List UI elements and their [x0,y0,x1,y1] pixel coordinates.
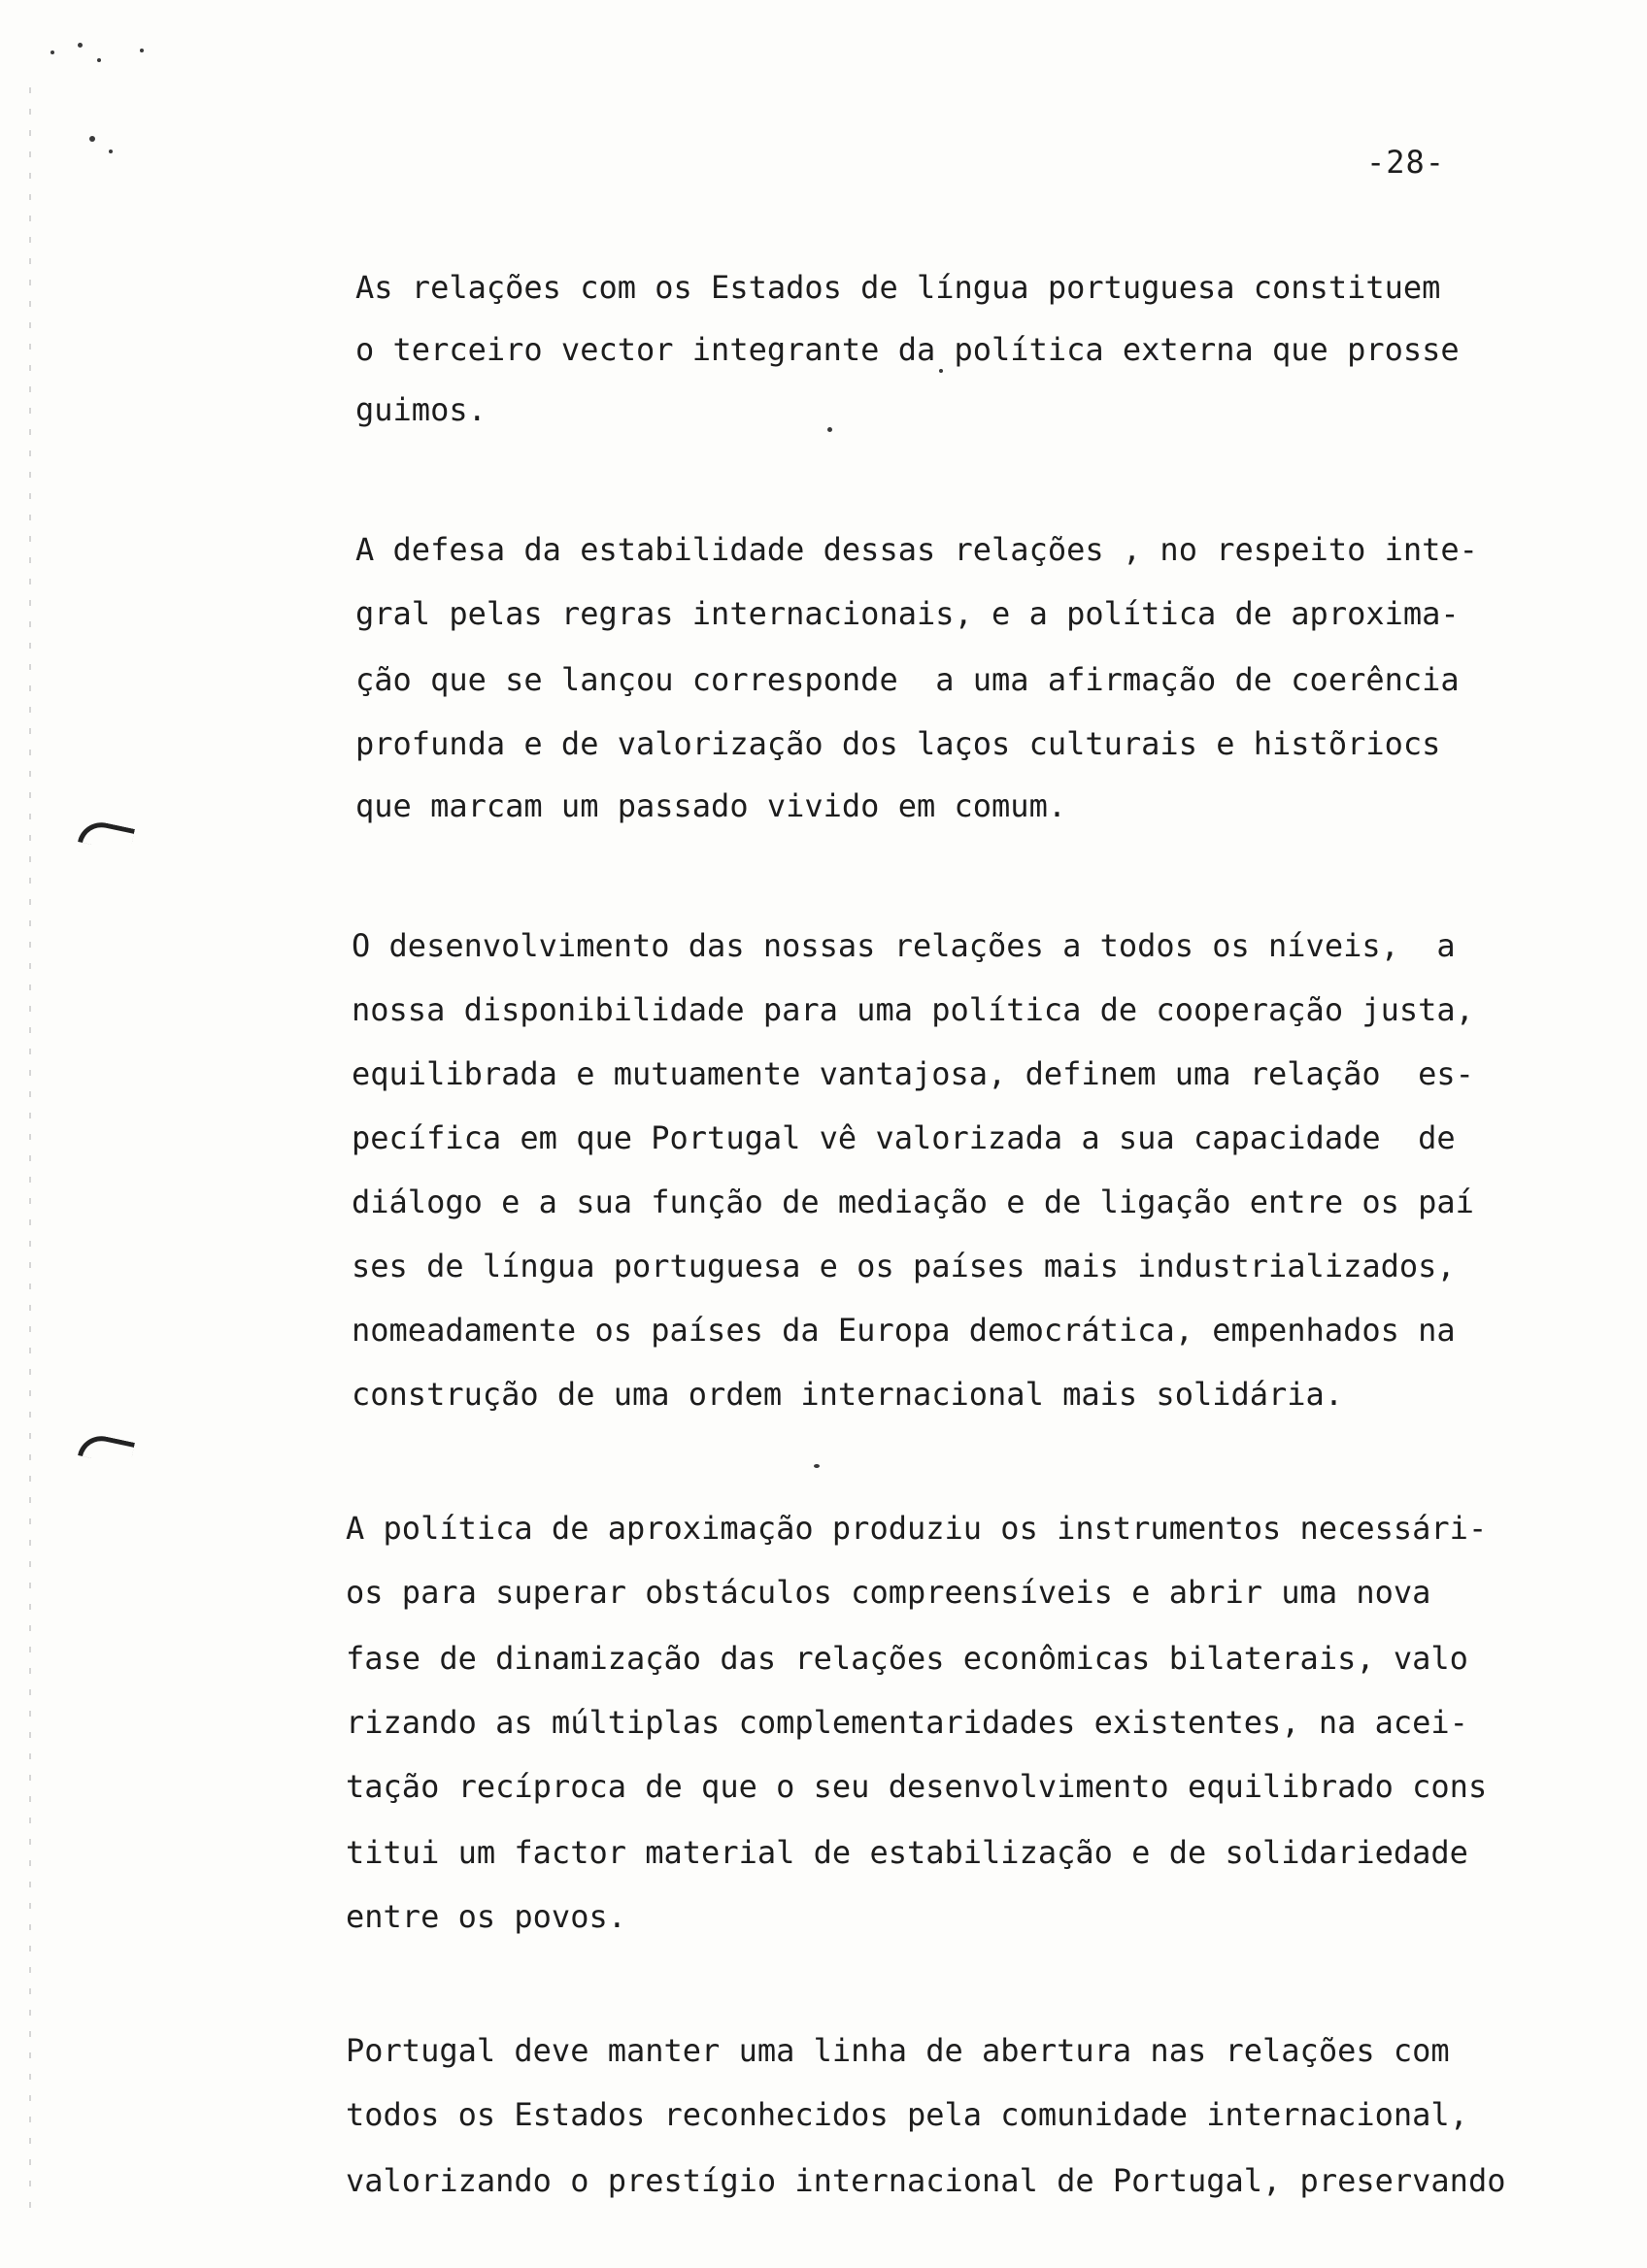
scan-speck [89,136,95,142]
text-line: que marcam um passado vivido em comum. [355,787,1067,824]
scan-speck [109,150,113,153]
punch-hole-mark [78,818,135,853]
text-line: A defesa da estabilidade dessas relações , no respeito inte- [355,531,1478,568]
text-line: gral pelas regras internacionais, e a política de aproxima- [355,595,1460,632]
punch-hole-mark [78,1432,135,1467]
text-line: diálogo e a sua função de mediação e de ligação entre os paí [352,1184,1474,1220]
text-line: nossa disponibilidade para uma política de cooperação justa, [352,991,1474,1028]
text-line: O desenvolvimento das nossas relações a todos os níveis, a [352,927,1456,964]
left-margin-rule [29,87,31,2223]
text-line: guimos. [355,391,487,428]
text-line: ses de língua portuguesa e os países mais industrializados, [352,1248,1456,1284]
text-line: As relações com os Estados de língua portuguesa constituem [355,269,1441,306]
scan-speck [78,43,83,48]
text-line: fase de dinamização das relações econômicas bilaterais, valo [346,1640,1468,1677]
page-number: -28- [1366,144,1446,181]
text-line: equilibrada e mutuamente vantajosa, definem uma relação es- [352,1055,1474,1092]
text-line: valorizando o prestígio internacional de Portugal, preservando [346,2162,1506,2199]
text-line: ção que se lançou corresponde a uma afirmação de coerência [355,661,1460,698]
text-line: nomeadamente os países da Europa democrática, empenhados na [352,1312,1456,1349]
text-line: rizando as múltiplas complementaridades existentes, na acei- [346,1704,1468,1741]
scan-speck [50,50,54,54]
text-line: A política de aproximação produziu os instrumentos necessári- [346,1510,1488,1547]
text-line: tação recíproca de que o seu desenvolvimento equilibrado cons [346,1768,1488,1805]
scan-speck [140,49,144,52]
text-line: pecífica em que Portugal vê valorizada a sua capacidade de [352,1119,1456,1156]
scan-speck [939,369,943,373]
text-line: o terceiro vector integrante da política externa que prosse [355,331,1460,368]
text-line: Portugal deve manter uma linha de abertura nas relações com [346,2032,1450,2069]
scan-speck [97,58,101,62]
text-line: profunda e de valorização dos laços culturais e histõriocs [355,725,1441,762]
text-line: os para superar obstáculos compreensíveis e abrir uma nova [346,1574,1431,1611]
text-line: entre os povos. [346,1898,626,1935]
text-line: construção de uma ordem internacional mais solidária. [352,1376,1344,1413]
text-line: todos os Estados reconhecidos pela comunidade internacional, [346,2096,1468,2133]
text-line: titui um factor material de estabilização e de solidariedade [346,1834,1468,1871]
scan-speck [827,427,832,432]
scan-speck [814,1464,820,1468]
